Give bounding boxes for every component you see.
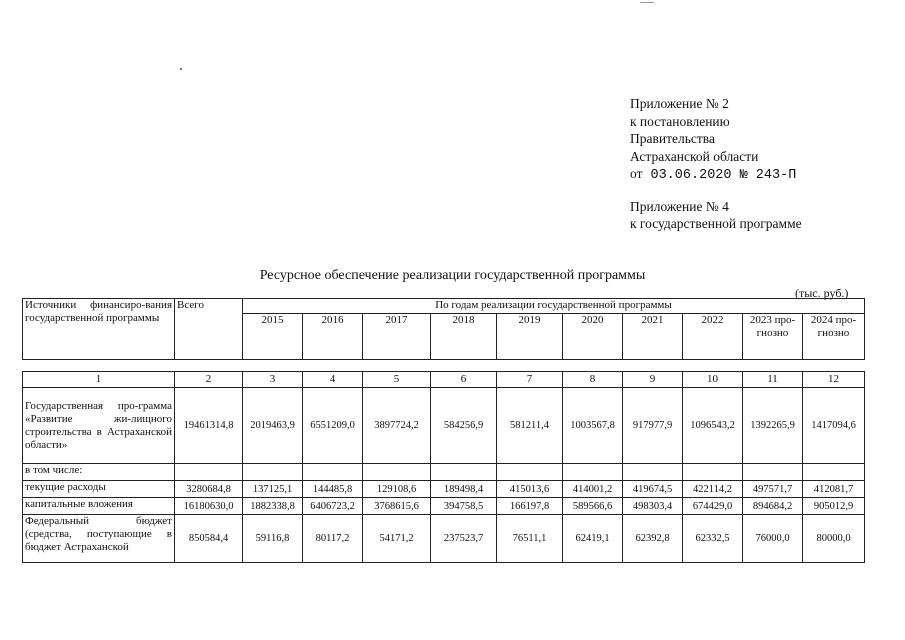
table-cell — [243, 464, 303, 481]
column-number-row — [23, 372, 865, 388]
row-label: текущие расходы — [23, 481, 175, 498]
table-cell: 497571,7 — [743, 481, 803, 498]
table-cell: 6551209,0 — [303, 388, 363, 464]
units-label: (тыс. руб.) — [795, 286, 849, 300]
table-cell: 59116,8 — [243, 515, 303, 563]
table-cell: 76511,1 — [497, 515, 563, 563]
table-cell: 189498,4 — [431, 481, 497, 498]
table-cell — [363, 464, 431, 481]
header-year: 2019 — [497, 314, 563, 360]
table-row — [23, 515, 865, 563]
appendix-line-3: Правительства — [630, 131, 715, 146]
table-row — [23, 498, 865, 515]
table-cell: 584256,9 — [431, 388, 497, 464]
table-cell: 917977,9 — [623, 388, 683, 464]
appendix-line-6: Приложение № 4 — [630, 198, 729, 214]
col-number: 6 — [431, 372, 497, 388]
table-cell: 415013,6 — [497, 481, 563, 498]
table-cell: 674429,0 — [683, 498, 743, 515]
row-label: Государственная про-грамма «Развитие жи-лищного строительства в Астраханской области» — [23, 388, 175, 464]
col-number: 4 — [303, 372, 363, 388]
col-number: 8 — [563, 372, 623, 388]
table-cell — [303, 464, 363, 481]
table-row — [23, 481, 865, 498]
table-cell: 1003567,8 — [563, 388, 623, 464]
appendix-date-number: 03.06.2020 № 243-П — [650, 168, 797, 183]
table-cell: 237523,7 — [431, 515, 497, 563]
table-row — [23, 464, 865, 481]
table-cell: 137125,1 — [243, 481, 303, 498]
table-cell: 80000,0 — [803, 515, 865, 563]
table-cell: 905012,9 — [803, 498, 865, 515]
col-number: 3 — [243, 372, 303, 388]
appendix-date-prefix: от — [630, 166, 643, 181]
table-cell: 850584,4 — [175, 515, 243, 563]
appendix-block — [630, 95, 802, 233]
table-cell: 80117,2 — [303, 515, 363, 563]
table-cell — [497, 464, 563, 481]
header-year: 2018 — [431, 314, 497, 360]
table-cell — [743, 464, 803, 481]
header-source: Источники финансиро-вания государственной программы — [23, 299, 175, 360]
table-cell: 419674,5 — [623, 481, 683, 498]
header-year: 2016 — [303, 314, 363, 360]
header-year: 2017 — [363, 314, 431, 360]
table-cell: 62392,8 — [623, 515, 683, 563]
table-cell — [175, 464, 243, 481]
col-number: 5 — [363, 372, 431, 388]
header-total: Всего — [175, 299, 243, 360]
table-cell — [563, 464, 623, 481]
header-year: 2021 — [623, 314, 683, 360]
table-cell: 1882338,8 — [243, 498, 303, 515]
appendix-line-7: к государственной программе — [630, 216, 802, 231]
header-year: 2022 — [683, 314, 743, 360]
appendix-line-5 — [630, 165, 802, 185]
table-cell: 144485,8 — [303, 481, 363, 498]
table-cell: 54171,2 — [363, 515, 431, 563]
table-cell: 2019463,9 — [243, 388, 303, 464]
table-cell: 422114,2 — [683, 481, 743, 498]
table-cell: 62419,1 — [563, 515, 623, 563]
table-cell: 498303,4 — [623, 498, 683, 515]
table-cell — [431, 464, 497, 481]
scan-speck — [180, 68, 182, 70]
table-cell: 3768615,6 — [363, 498, 431, 515]
col-number: 12 — [803, 372, 865, 388]
header-year: 2020 — [563, 314, 623, 360]
table-cell: 3280684,8 — [175, 481, 243, 498]
table-cell: 76000,0 — [743, 515, 803, 563]
row-label: в том числе: — [23, 464, 175, 481]
table-cell: 6406723,2 — [303, 498, 363, 515]
table-cell: 1096543,2 — [683, 388, 743, 464]
appendix-line-4: Астраханской области — [630, 148, 759, 164]
header-years-group: По годам реализации государственной программы — [243, 299, 865, 314]
table-cell: 394758,5 — [431, 498, 497, 515]
header-year: 2023 про-гнозно — [743, 314, 803, 360]
table-cell — [683, 464, 743, 481]
header-year: 2015 — [243, 314, 303, 360]
table-cell: 166197,8 — [497, 498, 563, 515]
table-cell: 16180630,0 — [175, 498, 243, 515]
row-label: Федеральный бюджет (средства, поступающие в бюджет Астраханской — [23, 515, 175, 563]
table-cell: 129108,6 — [363, 481, 431, 498]
table-cell: 894684,2 — [743, 498, 803, 515]
header-year: 2024 про-гнозно — [803, 314, 865, 360]
resource-table — [22, 298, 865, 563]
table-cell: 1417094,6 — [803, 388, 865, 464]
table-cell: 412081,7 — [803, 481, 865, 498]
scan-speck — [640, 2, 654, 3]
table-cell: 62332,5 — [683, 515, 743, 563]
table-cell — [803, 464, 865, 481]
row-label: капитальные вложения — [23, 498, 175, 515]
header-row-1 — [23, 299, 865, 314]
table-cell: 414001,2 — [563, 481, 623, 498]
col-number: 7 — [497, 372, 563, 388]
table-cell: 19461314,8 — [175, 388, 243, 464]
table-cell: 589566,6 — [563, 498, 623, 515]
col-number: 10 — [683, 372, 743, 388]
col-number: 11 — [743, 372, 803, 388]
spacer-row — [23, 360, 865, 372]
table-row — [23, 388, 865, 464]
table-cell — [623, 464, 683, 481]
table-cell: 1392265,9 — [743, 388, 803, 464]
appendix-line-1: Приложение № 2 — [630, 96, 729, 111]
col-number: 2 — [175, 372, 243, 388]
appendix-line-2: к постановлению — [630, 113, 730, 129]
col-number: 1 — [23, 372, 175, 388]
table-cell: 3897724,2 — [363, 388, 431, 464]
table-cell: 581211,4 — [497, 388, 563, 464]
document-title: Ресурсное обеспечение реализации государственной программы — [259, 268, 646, 283]
col-number: 9 — [623, 372, 683, 388]
